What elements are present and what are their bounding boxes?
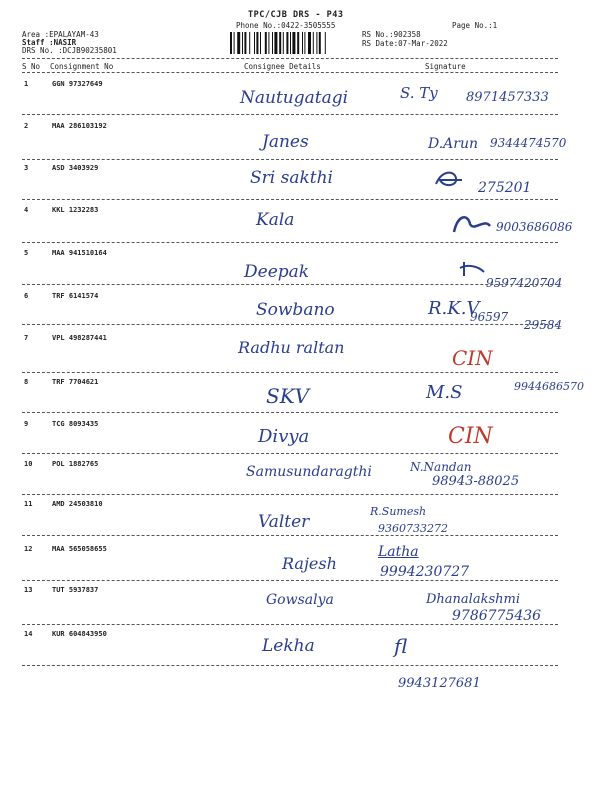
- row-sno: 10: [24, 460, 33, 468]
- consignee-signature: Radhu raltan: [238, 338, 345, 357]
- row-consignment: ASD 3403929: [52, 164, 99, 172]
- row-consignment: TCG 8093435: [52, 420, 99, 428]
- row-sno: 12: [24, 545, 33, 553]
- barcode-bar: [316, 32, 317, 54]
- row-divider: [22, 284, 558, 285]
- barcode-bar: [254, 32, 255, 54]
- receiver-phone: 9597420704: [486, 276, 563, 290]
- row-consignment: MAA 941510164: [52, 249, 107, 257]
- page-number: Page No.:1: [452, 21, 498, 30]
- row-divider: [22, 242, 558, 243]
- row-sno: 9: [24, 420, 29, 428]
- column-header-consignee: Consignee Details: [244, 62, 321, 71]
- receiver-phone: 9994230727: [380, 564, 470, 580]
- consignee-signature: Kala: [256, 210, 295, 230]
- barcode-bar: [279, 32, 281, 54]
- row-consignment: TRF 7704621: [52, 378, 99, 386]
- consignee-signature: Gowsalya: [266, 592, 334, 608]
- row-sno: 3: [24, 164, 29, 172]
- row-consignment: TRF 6141574: [52, 292, 99, 300]
- column-header-sno: S No: [22, 62, 41, 71]
- barcode-bar: [242, 32, 243, 54]
- barcode-bar: [274, 32, 277, 54]
- barcode: [230, 32, 354, 54]
- barcode-bar: [256, 32, 258, 54]
- barcode-bar: [283, 32, 284, 54]
- receiver-phone: 9360733272: [378, 522, 448, 535]
- row-consignment: KUR 604843950: [52, 630, 107, 638]
- row-divider: [22, 114, 558, 115]
- consignee-signature: Nautugatagi: [240, 88, 349, 108]
- receiver-scribble: [432, 168, 468, 190]
- receiver-signature: CIN: [448, 424, 493, 449]
- row-sno: 14: [24, 630, 33, 638]
- row-sno: 11: [24, 500, 33, 508]
- row-consignment: POL 1882765: [52, 460, 99, 468]
- row-consignment: MAA 565058655: [52, 545, 107, 553]
- receiver-phone: 9944686570: [514, 380, 584, 393]
- row-consignment: AMD 24503810: [52, 500, 103, 508]
- barcode-bar: [268, 32, 269, 54]
- row-consignment: TUT 5937837: [52, 586, 99, 594]
- receiver-signature: N.Nandan: [410, 460, 472, 474]
- receiver-phone: 8971457333: [466, 90, 549, 105]
- receiver-phone: 9943127681: [398, 676, 481, 691]
- receiver-scribble: [450, 210, 494, 236]
- barcode-bar: [237, 32, 240, 54]
- consignee-signature: Lekha: [262, 636, 315, 656]
- row-divider: [22, 665, 558, 666]
- barcode-bar: [319, 32, 321, 54]
- row-divider: [22, 412, 558, 413]
- row-divider: [22, 624, 558, 625]
- receiver-phone: 9344474570: [490, 136, 567, 150]
- barcode-bar: [325, 32, 326, 54]
- receiver-signature: Dhanalakshmi: [426, 592, 520, 607]
- column-header-divider: [22, 72, 558, 73]
- receiver-phone: 96597: [470, 310, 509, 324]
- row-divider: [22, 324, 558, 325]
- row-divider: [22, 535, 558, 536]
- area-label: Area :EPALAYAM-43: [22, 30, 99, 39]
- consignee-signature: Valter: [258, 512, 310, 532]
- row-divider: [22, 199, 558, 200]
- column-header-consignment: Consignment No: [50, 62, 114, 71]
- consignee-signature: SKV: [266, 384, 310, 408]
- consignee-signature: Janes: [262, 132, 309, 152]
- barcode-bar: [308, 32, 311, 54]
- receiver-signature: fl: [394, 634, 408, 658]
- receiver-signature: R.K.V: [428, 298, 480, 319]
- barcode-bar: [272, 32, 273, 54]
- barcode-bar: [260, 32, 261, 54]
- consignee-signature: Deepak: [244, 262, 310, 282]
- receiver-phone: 9003686086: [496, 220, 573, 234]
- drs-number: DRS No. :DCJB90235801: [22, 46, 117, 55]
- row-consignment: MAA 286103192: [52, 122, 107, 130]
- row-sno: 7: [24, 334, 29, 342]
- rs-date: RS Date:07-Mar-2022: [362, 39, 448, 48]
- column-header-signature: Signature: [425, 62, 466, 71]
- barcode-bar: [297, 32, 299, 54]
- rs-number: RS No.:902358: [362, 30, 421, 39]
- row-consignment: GGN 97327649: [52, 80, 103, 88]
- receiver-signature: R.Sumesh: [370, 505, 427, 518]
- consignee-signature: Rajesh: [282, 554, 337, 573]
- barcode-bar: [249, 32, 250, 54]
- consignee-signature: Samusundaragthi: [246, 464, 372, 480]
- row-sno: 6: [24, 292, 29, 300]
- row-divider: [22, 580, 558, 581]
- barcode-bar: [313, 32, 314, 54]
- barcode-bar: [286, 32, 288, 54]
- row-sno: 1: [24, 80, 29, 88]
- barcode-bar: [230, 32, 232, 54]
- row-sno: 2: [24, 122, 29, 130]
- row-sno: 4: [24, 206, 29, 214]
- receiver-signature: S. Ty: [400, 84, 438, 102]
- barcode-bar: [234, 32, 235, 54]
- barcode-bar: [304, 32, 305, 54]
- row-divider: [22, 372, 558, 373]
- barcode-bar: [265, 32, 267, 54]
- row-sno: 5: [24, 249, 29, 257]
- row-consignment: VPL 498287441: [52, 334, 107, 342]
- receiver-signature: M.S: [426, 382, 463, 403]
- receiver-phone: 29584: [524, 318, 563, 332]
- receiver-phone: 9786775436: [452, 608, 542, 624]
- phone-number: Phone No.:0422-3505555: [236, 21, 336, 30]
- consignee-signature: Sri sakthi: [250, 168, 333, 188]
- receiver-signature: D.Arun: [428, 136, 479, 152]
- barcode-bar: [292, 32, 295, 54]
- row-divider: [22, 453, 558, 454]
- row-consignment: KKL 1232283: [52, 206, 99, 214]
- header-divider: [22, 58, 558, 59]
- receiver-signature: Latha: [378, 544, 419, 560]
- consignee-signature: Sowbano: [256, 300, 335, 320]
- row-divider: [22, 159, 558, 160]
- receiver-signature: CIN: [452, 346, 493, 370]
- barcode-bar: [290, 32, 291, 54]
- row-sno: 13: [24, 586, 33, 594]
- row-sno: 8: [24, 378, 29, 386]
- receiver-phone: 98943-88025: [432, 474, 520, 489]
- barcode-bar: [244, 32, 246, 54]
- receiver-scribble: [458, 258, 488, 280]
- barcode-bar: [302, 32, 303, 54]
- row-divider: [22, 494, 558, 495]
- staff-label: Staff :NASIR: [22, 38, 77, 47]
- receiver-phone: 275201: [478, 180, 532, 196]
- document-title: TPC/CJB DRS - P43: [248, 10, 344, 20]
- consignee-signature: Divya: [258, 426, 310, 447]
